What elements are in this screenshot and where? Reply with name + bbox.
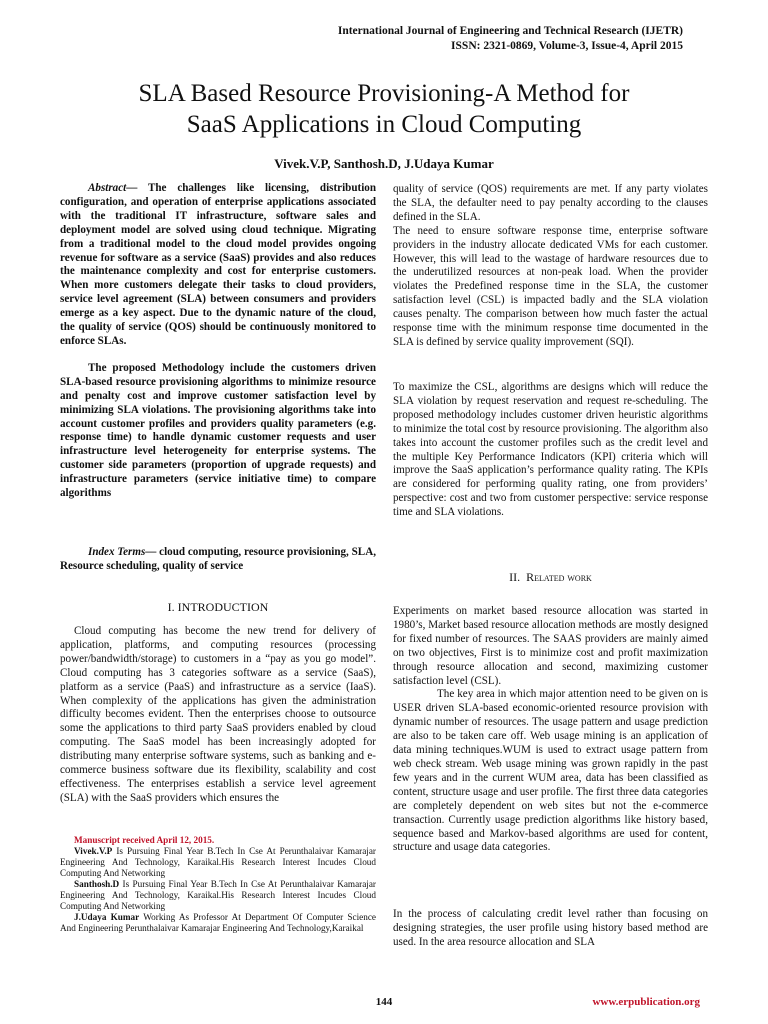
footnote-2-text: Is Pursuing Final Year B.Tech In Cse At Perunthalaivar Kamarajar Engineering And Technology, Karaikal.His Research Interest Incudes Cloud Computing And Networking: [60, 879, 376, 911]
index-terms-dash: —: [145, 546, 157, 558]
abstract-dash: —: [126, 182, 138, 194]
paper-title: [0, 78, 768, 140]
right-para-4: The key area in which major attention need to be given on is USER driven SLA-based economic-oriented resource provision with dynamic number of resources. The usage pattern and usage prediction are also to be taken care off. Web usage mining is an application of data mining techniques.WUM is used to extract usage pattern from web check stream. Web usage mining was grown rapidly in the past few years and in the current WUM area, data has been classified as content, structure usage and user profile. The first three data categories are completely dependent on web sites but not the e-commerce transaction. Currently usage prediction algorithms like history based, sequence based and Markov-based algorithms are used for content, structure and usage data categories.: [393, 688, 708, 854]
page-number: 144: [375, 996, 393, 1008]
footnote-3: [60, 912, 376, 934]
abstract: [60, 182, 376, 501]
abstract-text-1: The challenges like licensing, distribution configuration, and operation of enterprise applications associated with the traditional IT infrastructure, software sales and deployment model are solved using cloud technique. Migrating from a traditional model to the cloud model provides ongoing revenue for software as a service (SaaS) provides and also reduces the maintenance complexity and cost for enterprise customers. When more customers delegate their tasks to cloud providers, service level agreement (SLA) between consumers and providers emerge as a key aspect. Due to the dynamic nature of the cloud, the quality of service (QOS) should be continuously monitored to enforce SLAs.: [60, 182, 376, 347]
authors: Vivek.V.P, Santhosh.D, J.Udaya Kumar: [274, 156, 494, 171]
right-para-1a: quality of service (QOS) requirements are met. If any party violates the SLA, the defaulter need to pay penalty according to the clauses defined in the SLA.: [393, 183, 708, 223]
right-column-block-4: [393, 908, 708, 950]
right-para-5: In the process of calculating credit level rather than focusing on designing strategies, the user profile using history based method are used. In the area resource allocation and SLA: [393, 908, 708, 948]
footnote-2: [60, 879, 376, 912]
right-column-block-2: [393, 381, 708, 520]
intro-para-1: Cloud computing has become the new trend for delivery of application, platforms, and computing resources (processing power/bandwidth/storage) to customers in a “pay as you go model”. Cloud computing has 3 categories software as a service (SaaS), platform as a service (PaaS) and infrastructure as a service (IaaS). When complexity of the applications has given the administration difficulty becomes evident. Then the enterprises choose to outsource some the applications to third party SaaS providers enabled by cloud computing. The SaaS model has been increasingly adopted for distributing many enterprise software systems, such as banking and e-commerce business software due its flexibility, scalability and cost effectiveness. The enterprises establish a service level agreement (SLA) with the SaaS providers which ensures the: [60, 625, 376, 804]
journal-issn: ISSN: 2321-0869, Volume-3, Issue-4, April 2015: [451, 39, 683, 52]
manuscript-received: Manuscript received April 12, 2015.: [74, 835, 215, 845]
section-heading-introduction: I. INTRODUCTION: [167, 600, 269, 614]
footnote-1: [60, 846, 376, 879]
right-column-block-1: [393, 183, 708, 350]
publisher-url[interactable]: www.erpublication.org: [592, 996, 700, 1008]
footnotes: [60, 835, 376, 934]
right-para-2: To maximize the CSL, algorithms are designs which will reduce the SLA violation by request reservation and request re-scheduling. The proposed methodology includes customer driven heuristic algorithms to minimize the total cost by resource provisioning. The algorithm also takes into account the customer profiles such as the credit level and the multiple Key Performance Indicators (KPI) criteria which will improve the SaaS application’s performance quality rating. The KPIs are considered for performing quality rating, one from providers’ perspective: cost and two from customer perspective: service response time and SLA violations.: [393, 381, 708, 519]
footnote-2-name: Santhosh.D: [74, 879, 120, 889]
index-terms: [60, 546, 376, 574]
right-column-block-3: [393, 605, 708, 855]
introduction-body: [60, 625, 376, 806]
abstract-label: Abstract: [88, 182, 127, 194]
related-work-number: II.: [509, 570, 521, 584]
footnote-1-name: Vivek.V.P: [74, 846, 113, 856]
abstract-para-1: [60, 182, 376, 349]
footnote-3-text: Working As Professor At Department Of Computer Science And Engineering Perunthalaivar Kamarajar Engineering And Technology,Karaikal: [60, 912, 377, 933]
journal-name: International Journal of Engineering and Technical Research (IJETR): [337, 25, 683, 37]
footnote-3-name: J.Udaya Kumar: [74, 912, 140, 922]
footnote-1-text: Is Pursuing Final Year B.Tech In Cse At Perunthalaivar Kamarajar Engineering And Technology, Karaikal.His Research Interest Incudes Cloud Computing And Networking: [60, 846, 376, 878]
related-work-title: Related work: [526, 570, 592, 584]
right-para-3: Experiments on market based resource allocation was started in 1980’s, Market based resource allocation methods are mostly designed for fixed number of resources. The SAAS providers are mainly aimed on two objectives, First is to minimize cost and profit maximization through resource allocation and second, maximizing customer satisfaction level (CSL).: [393, 605, 708, 687]
abstract-para-2: The proposed Methodology include the customers driven SLA-based resource provisioning algorithms to minimize resource and penalty cost and improve customer satisfaction level by minimizing SLA violations. The provisioning algorithms take into account customer profiles and providers quality parameters (e.g. response time) to handle dynamic customer requests and user infrastructure level heterogeneity for enterprise systems. The customer side parameters (proportion of upgrade requests) and infrastructure parameters (service initiative time) to compare algorithms: [60, 361, 376, 500]
title-line-1: SLA Based Resource Provisioning-A Method for: [138, 80, 630, 107]
index-terms-text: cloud computing, resource provisioning, SLA, Resource scheduling, quality of service: [60, 546, 376, 572]
section-heading-related-work: [393, 571, 708, 585]
index-terms-label: Index Terms: [88, 546, 146, 558]
journal-header: [338, 24, 683, 53]
right-para-1b: The need to ensure software response time, enterprise software providers in the industry allocate dedicated VMs for each customer. However, this will lead to the wastage of hardware resources due to the underutilized resources at non-peak load. When the provider violates the Predefined response time in the SLA, the customer satisfaction level (CSL) is impacted badly and the SLA violation causes penalty. The comparison between how much faster the actual response time with the minimum response time documented in the SLA is defined by service quality improvement (SQI).: [393, 224, 708, 348]
title-line-2: SaaS Applications in Cloud Computing: [186, 111, 582, 138]
